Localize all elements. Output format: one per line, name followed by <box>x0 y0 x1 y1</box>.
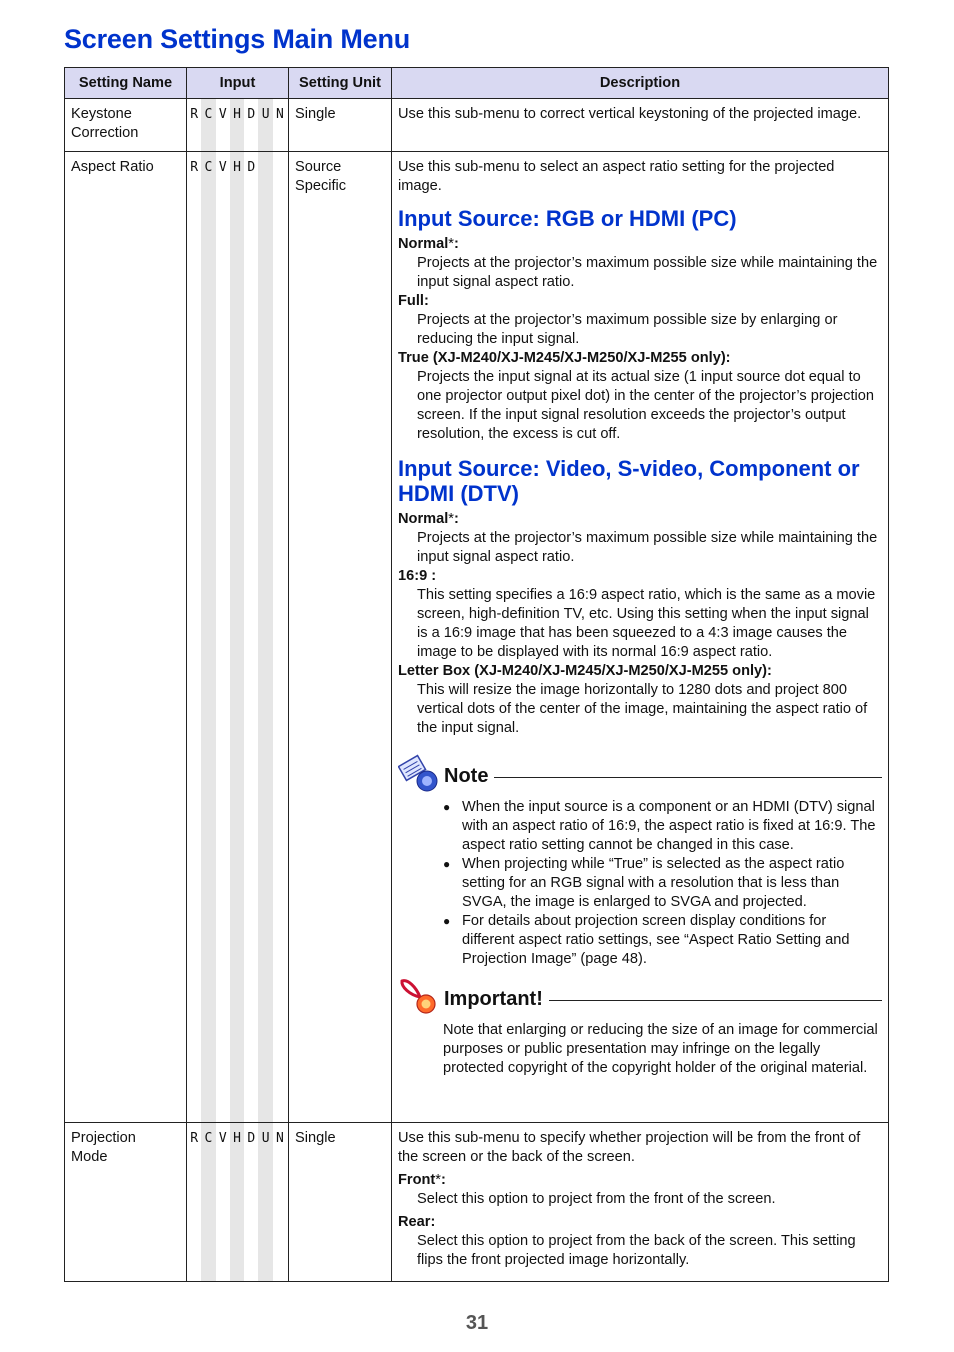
input-code: D <box>247 160 256 175</box>
input-code: C <box>204 1131 213 1146</box>
table-header-row <box>65 68 889 99</box>
important-divider <box>549 1000 882 1001</box>
default-marker: * <box>435 1172 441 1188</box>
input-code: D <box>247 1131 256 1146</box>
input-code: N <box>276 1131 284 1146</box>
page-number: 31 <box>465 1312 489 1334</box>
default-marker: * <box>448 236 454 252</box>
input-code: N <box>276 107 284 122</box>
option-text: Projects the input signal at its actual size (1 input source dot equal to one projector output pixel dot) in the center of the projector’s projection screen. If the input signal resolution exceeds the projector’s output resolution, the excess is cut off. <box>417 369 875 442</box>
notepad-pencil-icon <box>398 754 438 798</box>
warning-pin-icon <box>398 977 438 1021</box>
description-cell: Use this sub-menu to correct vertical keystoning of the projected image. <box>392 99 889 152</box>
option-item <box>398 662 882 738</box>
input-code: H <box>233 107 241 122</box>
header-description: Description <box>392 68 889 99</box>
setting-unit-cell: Single <box>289 1123 392 1282</box>
input-cell <box>187 1123 289 1282</box>
note-bullet-text: When the input source is a component or an HDMI (DTV) signal with an aspect ratio of 16:9, the aspect ratio is fixed at 16:9. The aspect ratio setting cannot be changed in this case. <box>462 799 876 853</box>
option-label: Full: <box>398 293 429 309</box>
note-bullet-text: For details about projection screen display conditions for different aspect ratio settings, see “Aspect Ratio Setting and Projection Image” (page 48). <box>462 913 850 967</box>
option-item <box>398 235 882 292</box>
option-colon: : <box>453 511 459 527</box>
default-marker: * <box>448 511 454 527</box>
important-header <box>398 977 882 1021</box>
input-code: R <box>190 1131 199 1146</box>
description-intro: Use this sub-menu to specify whether projection will be from the front of the screen or the back of the screen. <box>398 1130 861 1165</box>
bullet-icon: ● <box>443 800 451 814</box>
input-code: R <box>190 160 199 175</box>
option-text: This will resize the image horizontally to 1280 dots and project 800 vertical dots of the center of the image, maintaining the aspect ratio of the input signal. <box>417 682 868 736</box>
input-code: D <box>247 107 256 122</box>
list-item <box>398 798 882 855</box>
option-label: True (XJ-M240/XJ-M245/XJ-M250/XJ-M255 only): <box>398 350 731 366</box>
input-code: V <box>218 160 227 175</box>
header-setting-unit: Setting Unit <box>289 68 392 99</box>
option-text: Projects at the projector’s maximum possible size by enlarging or reducing the input signal. <box>417 312 838 347</box>
option-label: Rear: <box>398 1214 436 1230</box>
list-item <box>398 912 882 969</box>
option-label: Letter Box (XJ-M240/XJ-M245/XJ-M250/XJ-M255 only): <box>398 663 772 679</box>
option-item <box>398 510 882 567</box>
option-item <box>398 349 882 444</box>
option-item <box>398 292 882 349</box>
setting-unit-cell: Single <box>289 99 392 152</box>
option-item <box>398 1213 882 1270</box>
setting-name-cell: Aspect Ratio <box>65 152 187 1123</box>
setting-name-cell: Projection Mode <box>65 1123 187 1282</box>
option-text: Projects at the projector’s maximum possible size while maintaining the input signal aspect ratio. <box>417 530 878 565</box>
input-cell <box>187 99 289 152</box>
input-cell <box>187 152 289 1123</box>
table-row <box>65 1123 889 1282</box>
important-title: Important! <box>444 987 543 1010</box>
description-cell <box>392 152 889 1123</box>
settings-table <box>64 67 889 1282</box>
option-text: Select this option to project from the back of the screen. This setting flips the front projected image horizontally. <box>417 1233 856 1268</box>
option-label: 16:9 : <box>398 568 437 584</box>
input-code: V <box>218 107 227 122</box>
header-setting-name: Setting Name <box>65 68 187 99</box>
section-heading: Input Source: RGB or HDMI (PC) <box>398 206 737 231</box>
note-bullet-text: When projecting while “True” is selected as the aspect ratio setting for an RGB signal with a resolution that is less than SVGA, the image is enlarged to SVGA and projected. <box>462 856 845 910</box>
input-code: U <box>261 1131 270 1146</box>
page-title: Screen Settings Main Menu <box>64 24 411 54</box>
input-code: U <box>261 107 270 122</box>
note-title: Note <box>444 764 489 787</box>
input-code: H <box>233 1131 241 1146</box>
option-colon: : <box>453 236 459 252</box>
table-row <box>65 152 889 1123</box>
header-input: Input <box>187 68 289 99</box>
option-colon: : <box>440 1172 446 1188</box>
note-header <box>398 754 882 798</box>
option-label: Normal <box>398 511 449 527</box>
setting-name-cell: Keystone Correction <box>65 99 187 152</box>
option-label: Normal <box>398 236 449 252</box>
input-code: C <box>204 160 213 175</box>
option-text: Projects at the projector’s maximum possible size while maintaining the input signal aspect ratio. <box>417 255 878 290</box>
input-code: H <box>233 160 241 175</box>
important-text: Note that enlarging or reducing the size of an image for commercial purposes or public presentation may infringe on the legally protected copyright of the copyright holder of the original material. <box>443 1022 878 1076</box>
option-text: Select this option to project from the front of the screen. <box>417 1191 776 1207</box>
bullet-icon: ● <box>443 857 451 871</box>
bullet-icon: ● <box>443 914 451 928</box>
option-item <box>398 1171 882 1209</box>
input-code: R <box>190 107 199 122</box>
note-divider <box>494 777 882 778</box>
option-label: Front <box>398 1172 436 1188</box>
input-code: C <box>204 107 213 122</box>
option-text: This setting specifies a 16:9 aspect ratio, which is the same as a movie screen, high-definition TV, etc. Using this setting when the input signal is a 16:9 image that has been squeezed to a 4:3 image causes the image to be displayed with its normal 16:9 aspect ratio. <box>417 587 876 660</box>
input-code: V <box>218 1131 227 1146</box>
section-heading: Input Source: Video, S-video, Component or HDMI (DTV) <box>398 456 860 506</box>
description-intro: Use this sub-menu to select an aspect ratio setting for the projected image. <box>398 159 835 194</box>
description-cell <box>392 1123 889 1282</box>
setting-unit-cell: Source Specific <box>289 152 392 1123</box>
list-item <box>398 855 882 912</box>
table-row <box>65 99 889 152</box>
option-item <box>398 567 882 662</box>
